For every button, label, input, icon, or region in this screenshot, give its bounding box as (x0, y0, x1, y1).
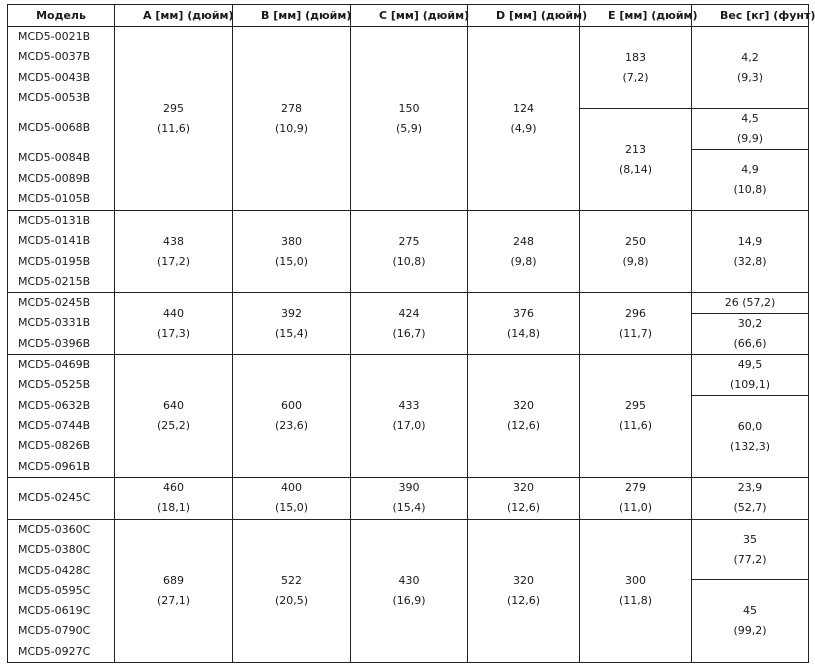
group-1-weight-2 (692, 109, 809, 150)
group-4-b (233, 355, 351, 478)
model-name: MCD5-0068B (18, 121, 91, 135)
value-imperial: (18,1) (156, 501, 191, 515)
value: 424 (398, 306, 420, 320)
value-imperial: (132,3) (729, 439, 771, 453)
model-name: MCD5-0037B (18, 50, 91, 64)
value-imperial: (15,0) (274, 501, 309, 515)
value-imperial: (8,14) (618, 162, 653, 176)
model-name: MCD5-0089B (18, 171, 91, 185)
value-imperial: (15,4) (274, 326, 309, 340)
group-5-e (580, 477, 692, 519)
model-name: MCD5-0360C (18, 522, 91, 536)
model-name: MCD5-0245B (18, 296, 91, 310)
value: 438 (163, 234, 184, 248)
group-1-weight-1 (692, 27, 809, 109)
header-model: Модель (8, 5, 115, 27)
model-name: MCD5-0331B (18, 316, 91, 330)
header-a: A [мм] (дюйм) (115, 5, 233, 27)
value-imperial: (14,8) (506, 326, 541, 340)
value: 320 (513, 481, 534, 495)
value-imperial: (5,9) (395, 121, 423, 135)
value-imperial: (9,8) (510, 254, 537, 268)
value: 296 (625, 306, 646, 320)
value: 376 (513, 306, 534, 320)
header-row (8, 5, 809, 27)
group-5-weight (692, 477, 809, 519)
model-name: MCD5-0215B (18, 274, 91, 288)
group-6-weight-2 (692, 580, 809, 663)
value-imperial: (9,3) (736, 70, 764, 84)
table-row (8, 211, 809, 293)
value: 400 (281, 481, 302, 495)
table-row (8, 27, 809, 109)
header-b: B [мм] (дюйм) (233, 5, 351, 27)
value-imperial: (4,9) (510, 121, 537, 135)
group-3-models (8, 293, 115, 355)
table-row (8, 519, 809, 579)
value: 320 (513, 574, 534, 587)
value-imperial: (23,6) (274, 419, 309, 433)
value: 460 (163, 481, 184, 495)
value: 600 (281, 399, 302, 413)
model-name: MCD5-0396B (18, 336, 91, 350)
value-imperial: (17,3) (156, 326, 191, 340)
model-name: MCD5-0632B (18, 398, 91, 412)
value-imperial: (66,6) (733, 337, 767, 351)
group-2-weight (692, 211, 809, 293)
group-6-a (115, 519, 233, 662)
group-4-e (580, 355, 692, 478)
value-imperial: (17,2) (156, 254, 191, 268)
value: 522 (281, 574, 302, 587)
model-name: MCD5-0245C (18, 491, 91, 505)
value-imperial: (77,2) (733, 552, 767, 566)
group-2-d (468, 211, 580, 293)
group-3-c (351, 293, 468, 355)
group-2-e (580, 211, 692, 293)
model-name: MCD5-0195B (18, 254, 91, 268)
value: 300 (625, 574, 646, 587)
value: 4,5 (741, 112, 759, 125)
model-name: MCD5-0043B (18, 70, 91, 84)
group-3-b (233, 293, 351, 355)
value: 390 (398, 481, 420, 495)
model-name: MCD5-0084B (18, 151, 91, 165)
value: 392 (281, 306, 302, 320)
value-imperial: (12,6) (506, 501, 541, 515)
group-1-b (233, 27, 351, 211)
model-name: MCD5-0525B (18, 378, 91, 392)
value: 124 (513, 101, 534, 115)
value-imperial: (10,8) (733, 183, 767, 196)
value: 380 (281, 234, 302, 248)
group-6-c (351, 519, 468, 662)
group-4-weight-1 (692, 355, 809, 396)
group-2-models (8, 211, 115, 293)
model-name: MCD5-0053B (18, 90, 91, 104)
value-imperial: (10,9) (274, 121, 309, 135)
group-5-b (233, 477, 351, 519)
model-name: MCD5-0961B (18, 459, 91, 473)
group-5-c (351, 477, 468, 519)
dimensions-table (7, 4, 815, 663)
value-imperial: (11,6) (618, 419, 653, 433)
value-imperial: (12,6) (506, 594, 541, 607)
value: 430 (398, 574, 420, 587)
value-imperial: (12,6) (506, 419, 541, 433)
group-1-e-2 (580, 109, 692, 211)
group-1-a (115, 27, 233, 211)
group-3-e (580, 293, 692, 355)
group-1-models (8, 27, 115, 211)
group-3-weight-1 (692, 293, 809, 314)
header-d: D [мм] (дюйм) (468, 5, 580, 27)
group-1-weight-3 (692, 150, 809, 211)
value: 640 (163, 399, 184, 413)
group-6-e (580, 519, 692, 662)
model-name: MCD5-0790C (18, 624, 91, 638)
group-6-weight-1 (692, 519, 809, 579)
value-imperial: (15,4) (392, 501, 426, 515)
header-c: C [мм] (дюйм) (351, 5, 468, 27)
value-imperial: (16,7) (392, 326, 426, 340)
value: 45 (743, 604, 757, 618)
model-name: MCD5-0927C (18, 644, 91, 658)
value: 278 (281, 101, 302, 115)
value: 295 (163, 101, 184, 115)
value: 150 (398, 101, 420, 115)
group-2-c (351, 211, 468, 293)
value-imperial: (9,8) (622, 254, 649, 268)
model-name: MCD5-0744B (18, 419, 91, 433)
header-e: E [мм] (дюйм) (580, 5, 692, 27)
value-imperial: (11,7) (618, 326, 653, 340)
value: 4,2 (741, 50, 759, 64)
value: 275 (398, 234, 420, 248)
value: 60,0 (737, 419, 763, 433)
value: 30,2 (737, 317, 763, 331)
value-imperial: (10,8) (392, 254, 426, 268)
value-imperial: (17,0) (392, 419, 426, 433)
value: 14,9 (737, 234, 763, 248)
group-3-weight-2 (692, 314, 809, 355)
table-row (8, 477, 809, 519)
model-name: MCD5-0826B (18, 439, 91, 453)
model-name: MCD5-0428C (18, 563, 91, 577)
group-4-models (8, 355, 115, 478)
value: 49,5 (737, 358, 763, 372)
model-name: MCD5-0141B (18, 234, 91, 248)
value: 433 (398, 399, 420, 413)
value: 248 (513, 234, 534, 248)
value-imperial: (16,9) (392, 594, 426, 607)
model-name: MCD5-0105B (18, 192, 91, 206)
group-4-weight-2 (692, 396, 809, 478)
value-imperial: (99,2) (733, 624, 767, 638)
group-2-a (115, 211, 233, 293)
value: 23,9 (737, 481, 763, 495)
value: 183 (625, 50, 646, 64)
value: 213 (625, 142, 646, 156)
group-4-c (351, 355, 468, 478)
value-imperial: (11,6) (156, 121, 191, 135)
table-row (8, 355, 809, 396)
value-imperial: (11,0) (618, 501, 653, 515)
group-1-c (351, 27, 468, 211)
model-name: MCD5-0595C (18, 583, 91, 597)
value: 4,9 (741, 163, 759, 176)
group-1-e-1 (580, 27, 692, 109)
value: 26 (57,2) (724, 296, 776, 310)
group-3-d (468, 293, 580, 355)
value-imperial: (32,8) (733, 254, 767, 268)
value: 320 (513, 399, 534, 413)
group-6-models (8, 519, 115, 662)
value-imperial: (20,5) (274, 594, 309, 607)
value-imperial: (109,1) (729, 378, 771, 392)
value-imperial: (15,0) (274, 254, 309, 268)
value: 295 (625, 399, 646, 413)
value: 35 (743, 532, 757, 546)
group-4-d (468, 355, 580, 478)
value: 250 (625, 234, 646, 248)
group-5-d (468, 477, 580, 519)
model-name: MCD5-0619C (18, 604, 91, 618)
group-1-d (468, 27, 580, 211)
model-name: MCD5-0131B (18, 214, 91, 227)
value: 440 (163, 306, 184, 320)
value-imperial: (7,2) (622, 70, 649, 84)
value: 279 (625, 481, 646, 495)
table-row (8, 293, 809, 314)
value-imperial: (27,1) (156, 594, 191, 607)
model-name: MCD5-0021B (18, 30, 91, 43)
group-2-b (233, 211, 351, 293)
value: 689 (163, 574, 184, 587)
group-6-b (233, 519, 351, 662)
group-6-d (468, 519, 580, 662)
header-weight: Вес [кг] (фунт) (692, 5, 809, 27)
value-imperial: (9,9) (736, 132, 764, 145)
group-4-a (115, 355, 233, 478)
group-5-models (8, 477, 115, 519)
value-imperial: (11,8) (618, 594, 653, 607)
group-3-a (115, 293, 233, 355)
model-name: MCD5-0380C (18, 543, 91, 557)
model-name: MCD5-0469B (18, 358, 91, 372)
value-imperial: (25,2) (156, 419, 191, 433)
group-5-a (115, 477, 233, 519)
value-imperial: (52,7) (733, 501, 767, 515)
